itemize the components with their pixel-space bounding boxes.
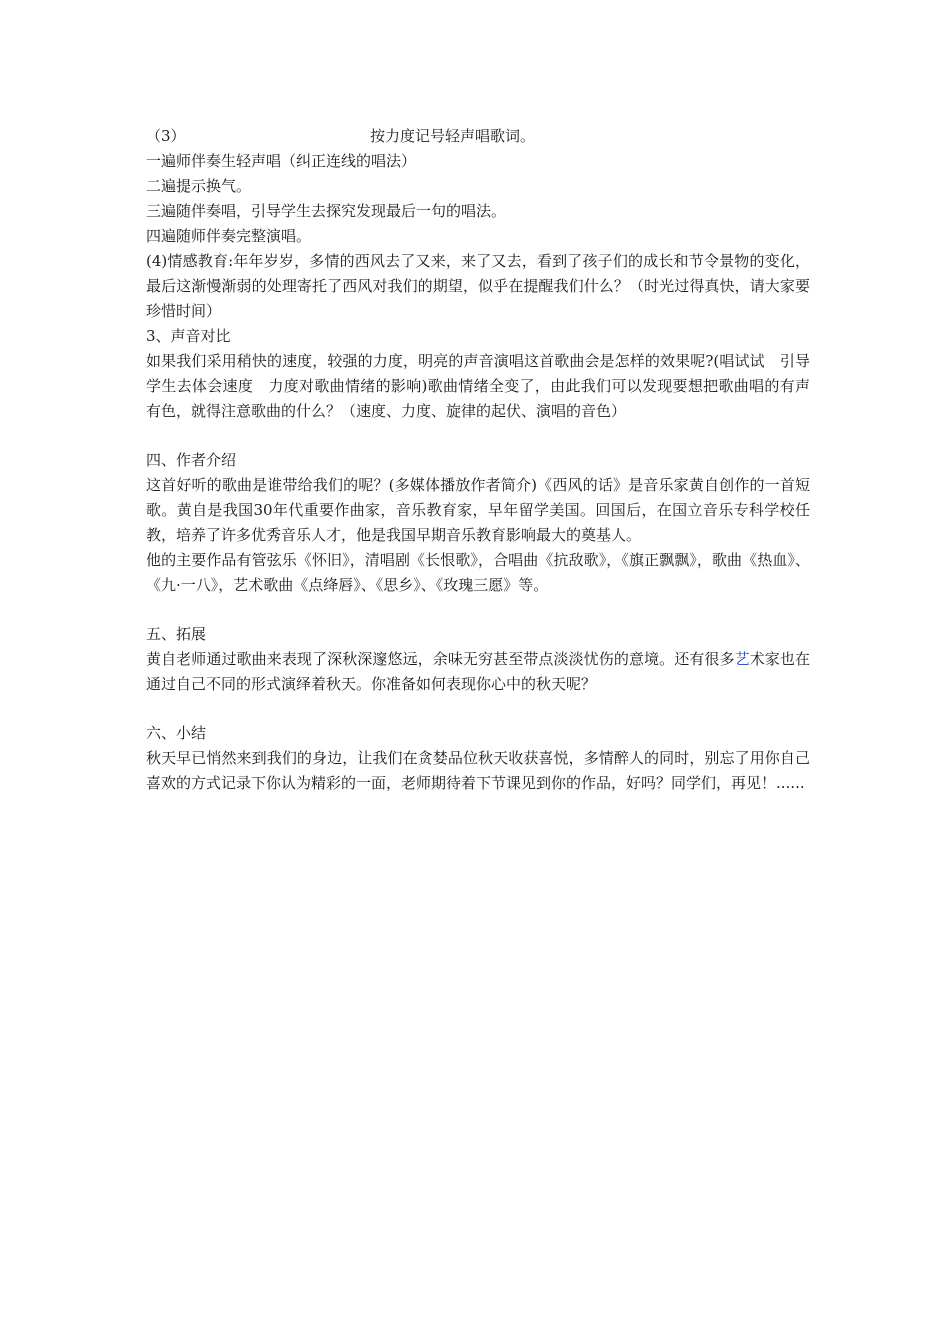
art-link[interactable]: 艺 <box>734 650 750 668</box>
section-3-body: 如果我们采用稍快的速度，较强的力度，明亮的声音演唱这首歌曲会是怎样的效果呢?(唱试试 引导学生去体会速度 力度对歌曲情绪的影响)歌曲情绪全变了，由此我们可以发现要想把歌曲唱的有声有色，就得注意歌曲的什么？（速度、力度、旋律的起伏、演唱的音色） <box>146 352 810 420</box>
step-4-emotional-education: (4)情感教育:年年岁岁，多情的西风去了又来，来了又去，看到了孩子们的成长和节令景物的变化，最后这渐慢渐弱的处理寄托了西风对我们的期望，似乎在提醒我们什么？（时光过得真快，请大家要珍惜时间） <box>146 252 810 320</box>
section-4-heading: 四、作者介绍 <box>146 451 237 469</box>
section-5-text-after: 术家也在通过自己不同的形式演绎着秋天。你准备如何表现你心中的秋天呢？ <box>146 650 810 693</box>
document-page <box>146 124 810 796</box>
section-5-heading: 五、拓展 <box>146 625 207 643</box>
section-6-body: 秋天早已悄然来到我们的身边，让我们在贪婪品位秋天收获喜悦，多情醉人的同时，别忘了用你自己喜欢的方式记录下你认为精彩的一面，老师期待着下节课见到你的作品，好吗？同学们，再见！...... <box>146 749 810 792</box>
spacer <box>146 697 810 721</box>
step-3-text: 按力度记号轻声唱歌词。 <box>370 127 536 145</box>
step-pass-2: 二遍提示换气。 <box>146 177 252 195</box>
step-3-line <box>146 124 810 149</box>
step-3-number: （3） <box>146 127 186 145</box>
step-pass-3: 三遍随伴奏唱，引导学生去探究发现最后一句的唱法。 <box>146 202 507 220</box>
spacer <box>146 598 810 622</box>
spacer <box>146 424 810 448</box>
section-4-body-1: 这首好听的歌曲是谁带给我们的呢？(多媒体播放作者简介)《西风的话》是音乐家黄自创作的一首短歌。黄自是我国30年代重要作曲家，音乐教育家，早年留学美国。回国后，在国立音乐专科学校任教，培养了许多优秀音乐人才，他是我国早期音乐教育影响最大的奠基人。 <box>146 476 810 544</box>
section-3-heading: 3、声音对比 <box>146 327 231 345</box>
section-5-text-before: 黄自老师通过歌曲来表现了深秋深邃悠远，余味无穷甚至带点淡淡忧伤的意境。还有很多 <box>146 650 735 668</box>
section-6-heading: 六、小结 <box>146 724 207 742</box>
step-pass-4: 四遍随师伴奏完整演唱。 <box>146 227 312 245</box>
step-pass-1: 一遍师伴奏生轻声唱（纠正连线的唱法） <box>146 152 417 170</box>
section-4-body-2: 他的主要作品有管弦乐《怀旧》，清唱剧《长恨歌》，合唱曲《抗敌歌》，《旗正飘飘》，歌曲《热血》、《九·一八》，艺术歌曲《点绛唇》、《思乡》、《玫瑰三愿》等。 <box>146 551 810 594</box>
section-5-body <box>146 647 810 697</box>
